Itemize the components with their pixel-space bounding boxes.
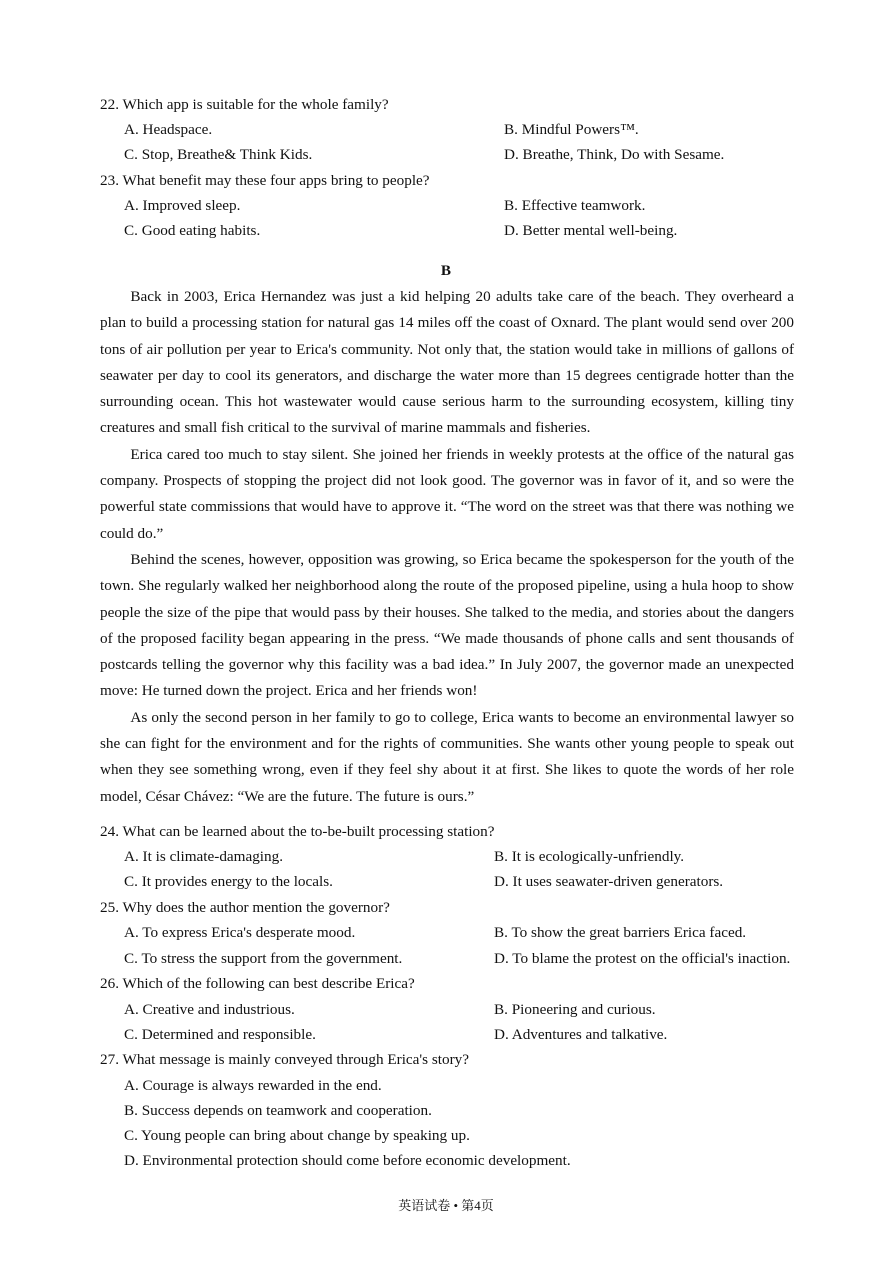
passage-paragraph-2: Erica cared too much to stay silent. She joined her friends in weekly protests at the office of the natural gas company. Prospects of stopping the project did not look good. The governor was in favor of it, and so were the powerful state commissions that would have to approve it. “The word on the street was that there was nothing we could do.” [100, 445, 794, 542]
question-22-option-c: C. Stop, Breathe& Think Kids. [124, 146, 313, 163]
section-label: B [440, 262, 452, 279]
question-25-option-a: A. To express Erica's desperate mood. [124, 924, 356, 941]
passage-paragraph-4: As only the second person in her family to go to college, Erica wants to become an environmental lawyer so she can fight for the environment and for the rights of communities. She wants other young people to speak out when they see something wrong, even if they feel shy about it at first. She likes to quote the words of her role model, César Chávez: “We are the future. The future is ours.” [100, 708, 794, 805]
question-24-option-c: C. It provides energy to the locals. [124, 873, 333, 890]
question-23-option-c: C. Good eating habits. [124, 222, 261, 239]
question-23-option-b: B. Effective teamwork. [504, 197, 646, 214]
question-26-option-b: B. Pioneering and curious. [494, 1001, 656, 1018]
question-26-stem: 26. Which of the following can best describe Erica? [100, 975, 415, 992]
question-23-option-d: D. Better mental well-being. [504, 222, 678, 239]
question-26-option-d: D. Adventures and talkative. [494, 1026, 668, 1043]
question-22-stem: 22. Which app is suitable for the whole family? [100, 96, 389, 113]
question-26-option-a: A. Creative and industrious. [124, 1001, 295, 1018]
question-25-option-b: B. To show the great barriers Erica faced. [494, 924, 747, 941]
question-24-option-b: B. It is ecologically-unfriendly. [494, 848, 685, 865]
question-27-option-b: B. Success depends on teamwork and cooperation. [124, 1102, 432, 1119]
question-25-stem: 25. Why does the author mention the governor? [100, 899, 390, 916]
passage-paragraph-3: Behind the scenes, however, opposition was growing, so Erica became the spokesperson for the youth of the town. She regularly walked her neighborhood along the route of the proposed pipeline, using a hula hoop to show people the size of the pipe that would pass by their houses. She talked to the media, and stories about the dangers of the proposed facility began appearing in the press. “We made thousands of phone calls and sent thousands of postcards telling the governor why this facility was a bad idea.” In July 2007, the governor made an unexpected move: He turned down the project. Erica and her friends won! [100, 550, 794, 700]
reading-passage [100, 284, 794, 810]
question-27-option-a: A. Courage is always rewarded in the end. [124, 1077, 382, 1094]
passage-paragraph-1: Back in 2003, Erica Hernandez was just a kid helping 20 adults take care of the beach. They overheard a plan to build a processing station for natural gas 14 miles off the coast of Oxnard. The plant would send over 200 tons of air pollution per year to Erica's community. Not only that, the station would take in millions of gallons of seawater per day to cool its generators, and discharge the water more than 15 degrees centigrade hotter than the surrounding ocean. This hot wastewater would cause serious harm to the surrounding ecosystem, killing tiny creatures and small fish critical to the survival of marine mammals and fisheries. [100, 288, 794, 437]
question-24-option-a: A. It is climate-damaging. [124, 848, 284, 865]
question-24-stem: 24. What can be learned about the to-be-built processing station? [100, 823, 495, 840]
question-27-stem: 27. What message is mainly conveyed through Erica's story? [100, 1051, 469, 1068]
question-27-option-c: C. Young people can bring about change by speaking up. [124, 1127, 470, 1144]
question-23-stem: 23. What benefit may these four apps bring to people? [100, 172, 430, 189]
question-22-option-a: A. Headspace. [124, 121, 213, 138]
question-25-option-c: C. To stress the support from the government. [124, 950, 403, 967]
question-25-option-d: D. To blame the protest on the official's inaction. [494, 950, 791, 967]
page-footer: 英语试卷 • 第4页 [398, 1198, 494, 1213]
question-22-option-b: B. Mindful Powers™. [504, 121, 639, 138]
question-23-option-a: A. Improved sleep. [124, 197, 241, 214]
question-27-option-d: D. Environmental protection should come before economic development. [124, 1152, 571, 1169]
question-26-option-c: C. Determined and responsible. [124, 1026, 316, 1043]
question-22-option-d: D. Breathe, Think, Do with Sesame. [504, 146, 725, 163]
question-24-option-d: D. It uses seawater-driven generators. [494, 873, 724, 890]
